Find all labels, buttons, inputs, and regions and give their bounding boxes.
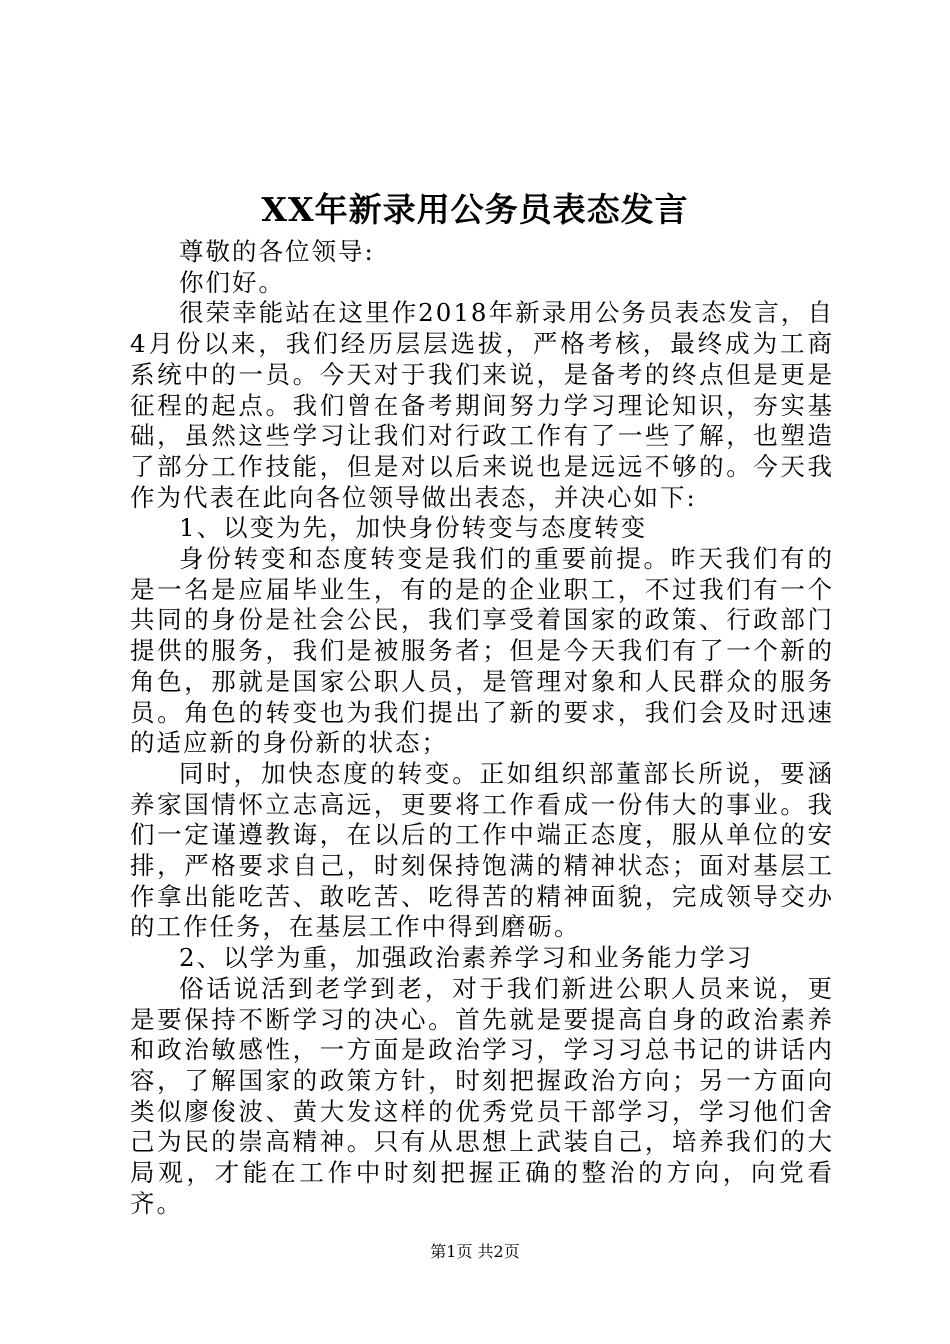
page-footer: 第1页 共2页	[430, 1242, 520, 1261]
body-paragraph: 同时，加快态度的转变。正如组织部董部长所说，要涵养家国情怀立志高远，更要将工作看成一份伟大的事业。我们一定谨遵教诲，在以后的工作中端正态度，服从单位的安排，严格要求自己，时刻保持饱满的精神状态；面对基层工作拿出能吃苦、敢吃苦、吃得苦的精神面貌，完成领导交办的工作任务，在基层工作中得到磨砺。	[130, 758, 834, 942]
section-heading-2: 2、以学为重，加强政治素养学习和业务能力学习	[179, 943, 754, 973]
body-paragraph: 身份转变和态度转变是我们的重要前提。昨天我们有的是一名是应届毕业生，有的是的企业职工，不过我们有一个共同的身份是社会公民，我们享受着国家的政策、行政部门提供的服务，我们是被服务者；但是今天我们有了一个新的角色，那就是国家公职人员，是管理对象和人民群众的服务员。角色的转变也为我们提出了新的要求，我们会及时迅速的适应新的身份新的状态；	[130, 544, 834, 758]
document-body	[130, 237, 834, 1220]
section-heading-1: 1、以变为先，加快身份转变与态度转变	[179, 513, 648, 543]
salutation: 尊敬的各位领导:	[179, 237, 375, 266]
body-paragraph: 俗话说活到老学到老，对于我们新进公职人员来说，更是要保持不断学习的决心。首先就是要提高自身的政治素养和政治敏感性，一方面是政治学习，学习习总书记的讲话内容，了解国家的政策方针，时刻把握政治方向；另一方面向类似廖俊波、黄大发这样的优秀党员干部学习，学习他们舍己为民的崇高精神。只有从思想上武装自己，培养我们的大局观，才能在工作中时刻把握正确的整治的方向，向党看齐。	[130, 973, 834, 1218]
intro-paragraph: 很荣幸能站在这里作2018年新录用公务员表态发言，自4月份以来，我们经历层层选拔，严格考核，最终成为工商系统中的一员。今天对于我们来说，是备考的终点但是更是征程的起点。我们曾在备考期间努力学习理论知识，夯实基础，虽然这些学习让我们对行政工作有了一些了解，也塑造了部分工作技能，但是对以后来说也是远远不够的。今天我作为代表在此向各位领导做出表态，并决心如下:	[130, 298, 834, 512]
document-title: XX年新录用公务员表态发言	[261, 190, 689, 229]
greeting: 你们好。	[179, 267, 285, 297]
